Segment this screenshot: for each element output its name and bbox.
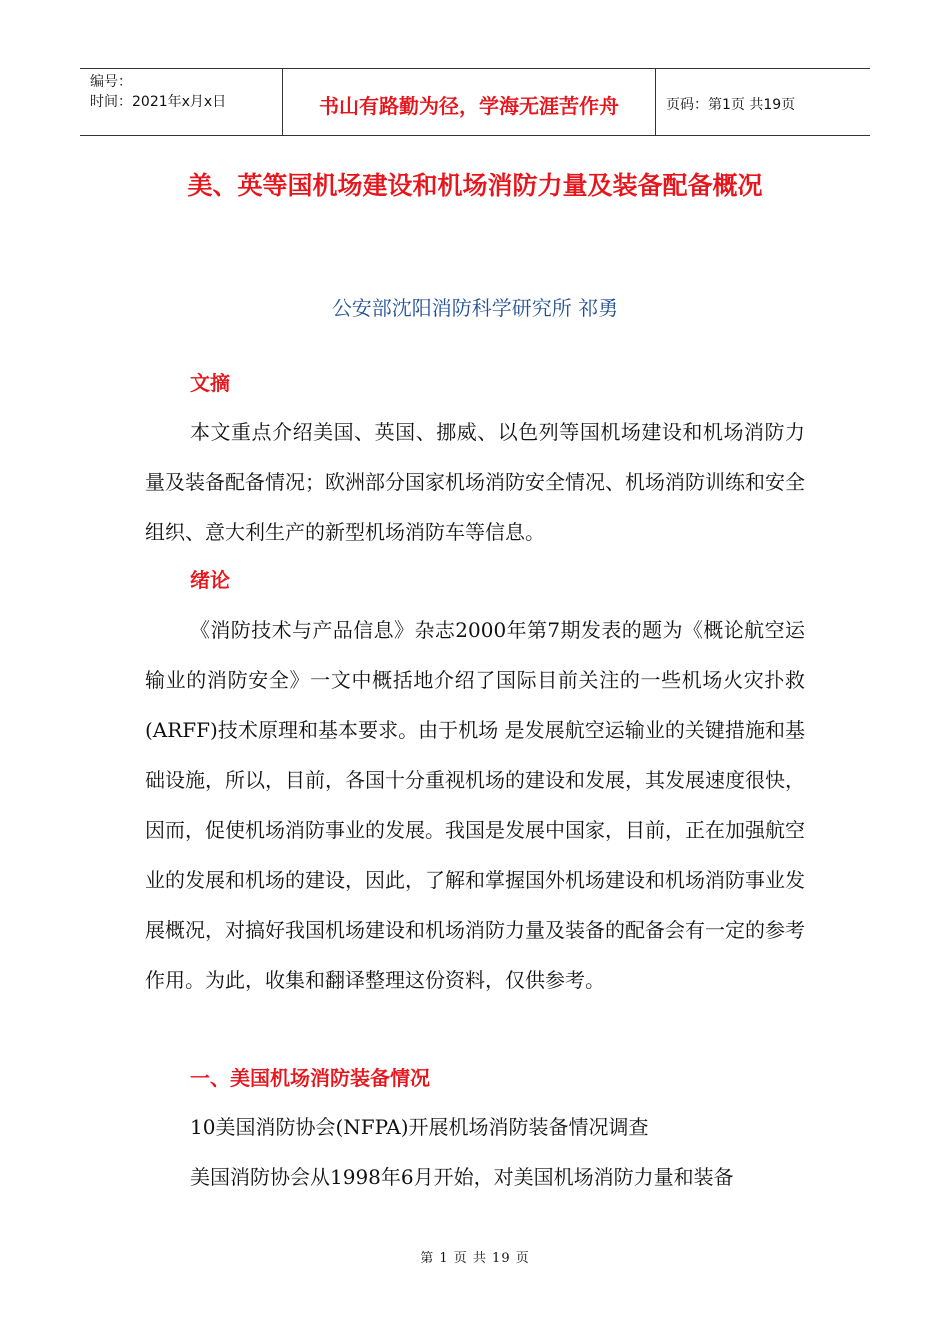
section1-body bbox=[145, 1102, 805, 1202]
abstract-heading: 文摘 bbox=[190, 371, 230, 395]
number-label: 编号： bbox=[90, 74, 132, 90]
intro-body bbox=[145, 605, 805, 1005]
intro-heading: 绪论 bbox=[190, 568, 230, 592]
section1-subheading: 10美国消防协会(NFPA)开展机场消防装备情况调查 bbox=[190, 1115, 649, 1139]
abstract-paragraph: 本文重点介绍美国、英国、挪威、以色列等国机场建设和机场消防力量及装备配备情况；欧洲部分国家机场消防安全情况、机场消防训练和安全组织、意大利生产的新型机场消防车等信息。 bbox=[145, 420, 805, 544]
abstract-body bbox=[145, 407, 805, 557]
document-title: 美、英等国机场建设和机场消防力量及装备配备概况 bbox=[187, 171, 763, 200]
author-line: 公安部沈阳消防科学研究所 祁勇 bbox=[331, 296, 619, 320]
header-motto: 书山有路勤为径，学海无涯苦作舟 bbox=[282, 69, 656, 135]
header-meta bbox=[80, 69, 282, 135]
section1-heading: 一、美国机场消防装备情况 bbox=[190, 1066, 430, 1090]
document-header bbox=[80, 68, 870, 136]
intro-paragraph: 《消防技术与产品信息》杂志2000年第7期发表的题为《概论航空运输业的消防安全》一文中概括地介绍了国际目前关注的一些机场火灾扑救(ARFF)技术原理和基本要求。由于机场 是发展航空运输业的关键措施和基础设施，所以，目前，各国十分重视机场的建设和发展，其发展速度很快，因而，促使机场消防事业的发展。我国是发展中国家，目前，正在加强航空业的发展和机场的建设，因此，了解和掌握国外机场建设和机场消防事业发展概况，对搞好我国机场建设和机场消防力量及装备的配备会有一定的参考作用。为此，收集和翻译整理这份资料，仅供参考。 bbox=[145, 618, 805, 992]
time-label: 时间：2021年x月x日 bbox=[90, 94, 227, 110]
section1-paragraph: 美国消防协会从1998年6月开始，对美国机场消防力量和装备 bbox=[190, 1165, 734, 1189]
header-page-info: 页码：第1页 共19页 bbox=[666, 97, 796, 113]
page-footer: 第 1 页 共 19 页 bbox=[420, 1251, 530, 1266]
